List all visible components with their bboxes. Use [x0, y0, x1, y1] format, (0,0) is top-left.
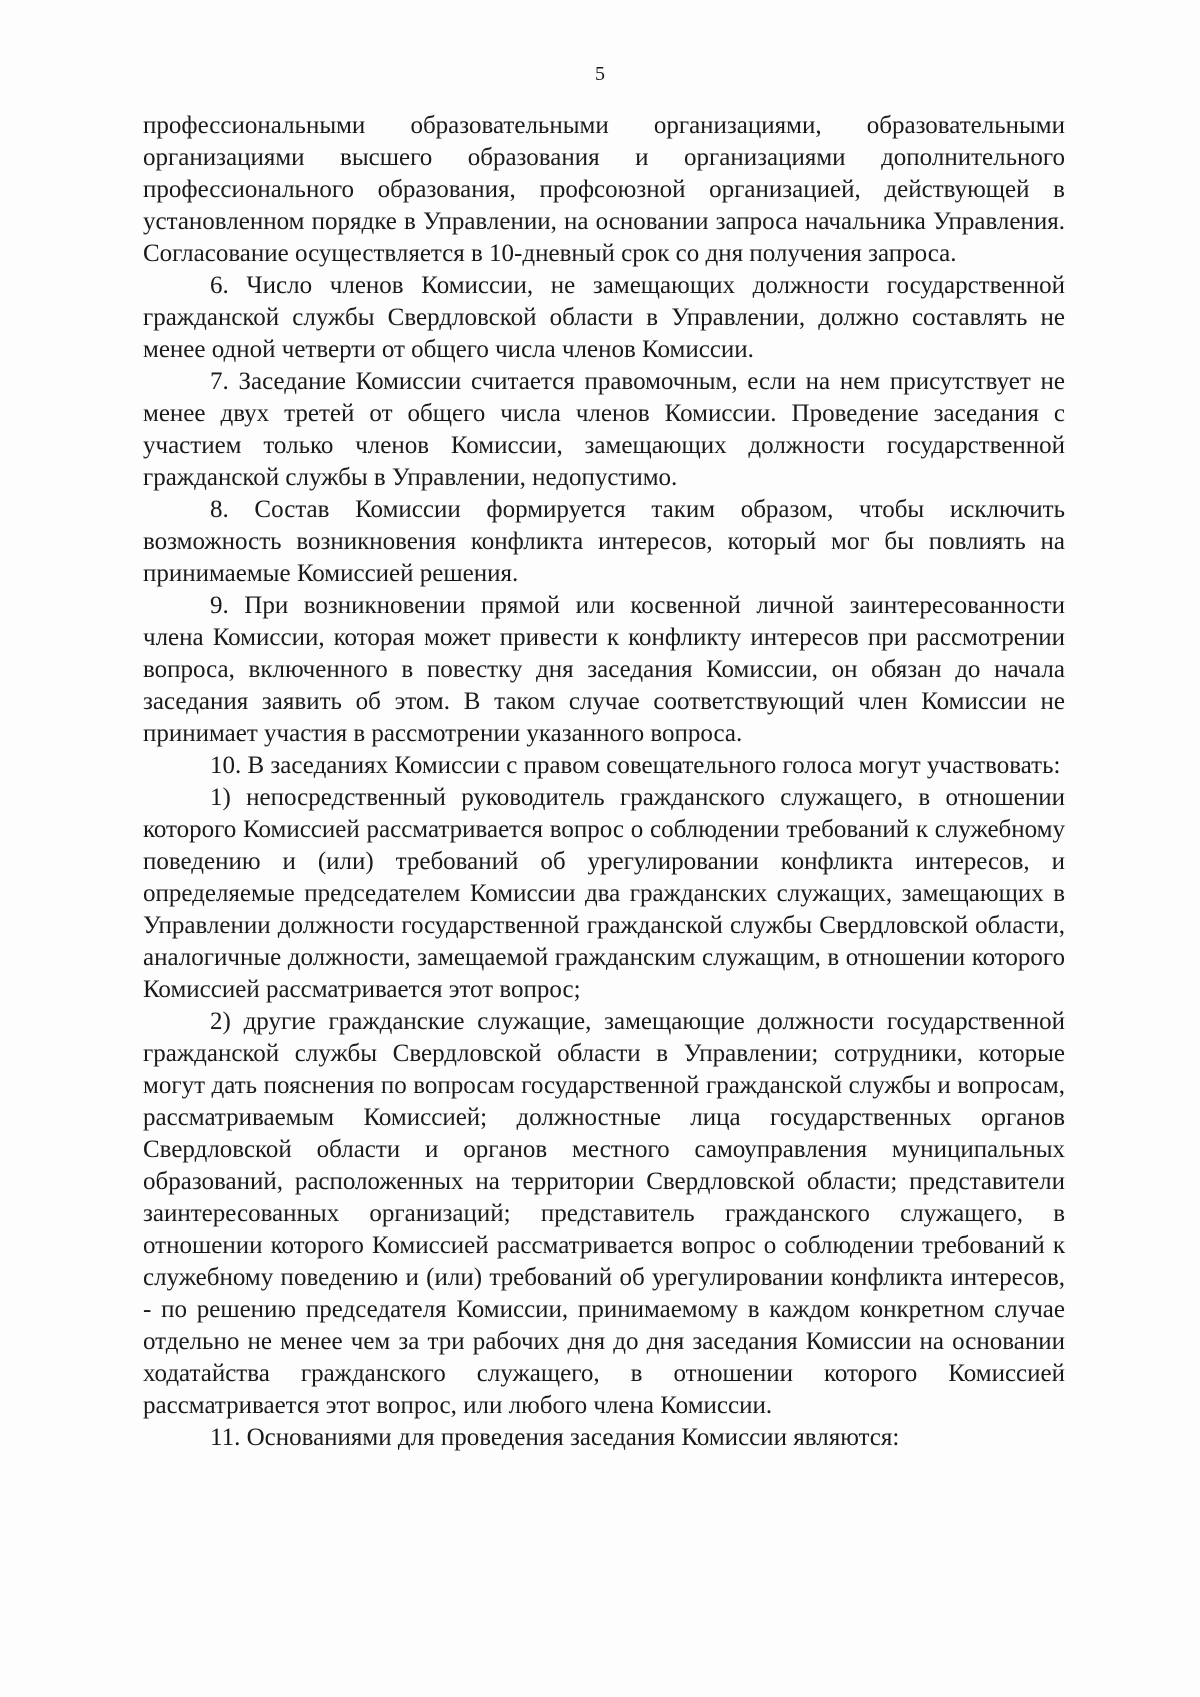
paragraph-continuation: профессиональными образовательными организациями, образовательными организациями высшего образования и организациями дополнительного профессионального образования, профсоюзной организацией, действующей в установленном порядке в Управлении, на основании запроса начальника Управления. Согласование осуществляется в 10-дневный срок со дня получения запроса.	[143, 112, 1065, 267]
paragraph-item-7: 7. Заседание Комиссии считается правомочным, если на нем присутствует не менее двух третей от общего числа членов Комиссии. Проведение заседания с участием только членов Комиссии, замещающих должности государственной гражданской службы в Управлении, недопустимо.	[143, 368, 1065, 491]
document-body	[143, 110, 1065, 1454]
paragraph-item-8: 8. Состав Комиссии формируется таким образом, чтобы исключить возможность возникновения конфликта интересов, который мог бы повлиять на принимаемые Комиссией решения.	[143, 496, 1065, 587]
paragraph-item-10: 10. В заседаниях Комиссии с правом совещательного голоса могут участвовать:	[210, 752, 1061, 779]
paragraph-item-11: 11. Основаниями для проведения заседания Комиссии являются:	[210, 1424, 900, 1451]
paragraph-item-9: 9. При возникновении прямой или косвенной личной заинтересованности члена Комиссии, которая может привести к конфликту интересов при рассмотрении вопроса, включенного в повестку дня заседания Комиссии, он обязан до начала заседания заявить об этом. В таком случае соответствующий член Комиссии не принимает участия в рассмотрении указанного вопроса.	[143, 592, 1065, 747]
paragraph-item-10-2: 2) другие гражданские служащие, замещающие должности государственной гражданской службы Свердловской области в Управлении; сотрудники, которые могут дать пояснения по вопросам государственной гражданской службы и вопросам, рассматриваемым Комиссией; должностные лица государственных органов Свердловской области и органов местного самоуправления муниципальных образований, расположенных на территории Свердловской области; представители заинтересованных организаций; представитель гражданского служащего, в отношении которого Комиссией рассматривается вопрос о соблюдении требований к служебному поведению и (или) требований об урегулировании конфликта интересов, - по решению председателя Комиссии, принимаемому в каждом конкретном случае отдельно не менее чем за три рабочих дня до дня заседания Комиссии на основании ходатайства гражданского служащего, в отношении которого Комиссией рассматривается этот вопрос, или любого члена Комиссии.	[143, 1008, 1065, 1419]
paragraph-item-10-1: 1) непосредственный руководитель гражданского служащего, в отношении которого Комиссией рассматривается вопрос о соблюдении требований к служебному поведению и (или) требований об урегулировании конфликта интересов, и определяемые председателем Комиссии два гражданских служащих, замещающих в Управлении должности государственной гражданской службы Свердловской области, аналогичные должности, замещаемой гражданским служащим, в отношении которого Комиссией рассматривается этот вопрос;	[143, 784, 1065, 1003]
page-number: 5	[595, 63, 605, 85]
paragraph-item-6: 6. Число членов Комиссии, не замещающих должности государственной гражданской службы Свердловской области в Управлении, должно составлять не менее одной четверти от общего числа членов Комиссии.	[143, 272, 1065, 363]
